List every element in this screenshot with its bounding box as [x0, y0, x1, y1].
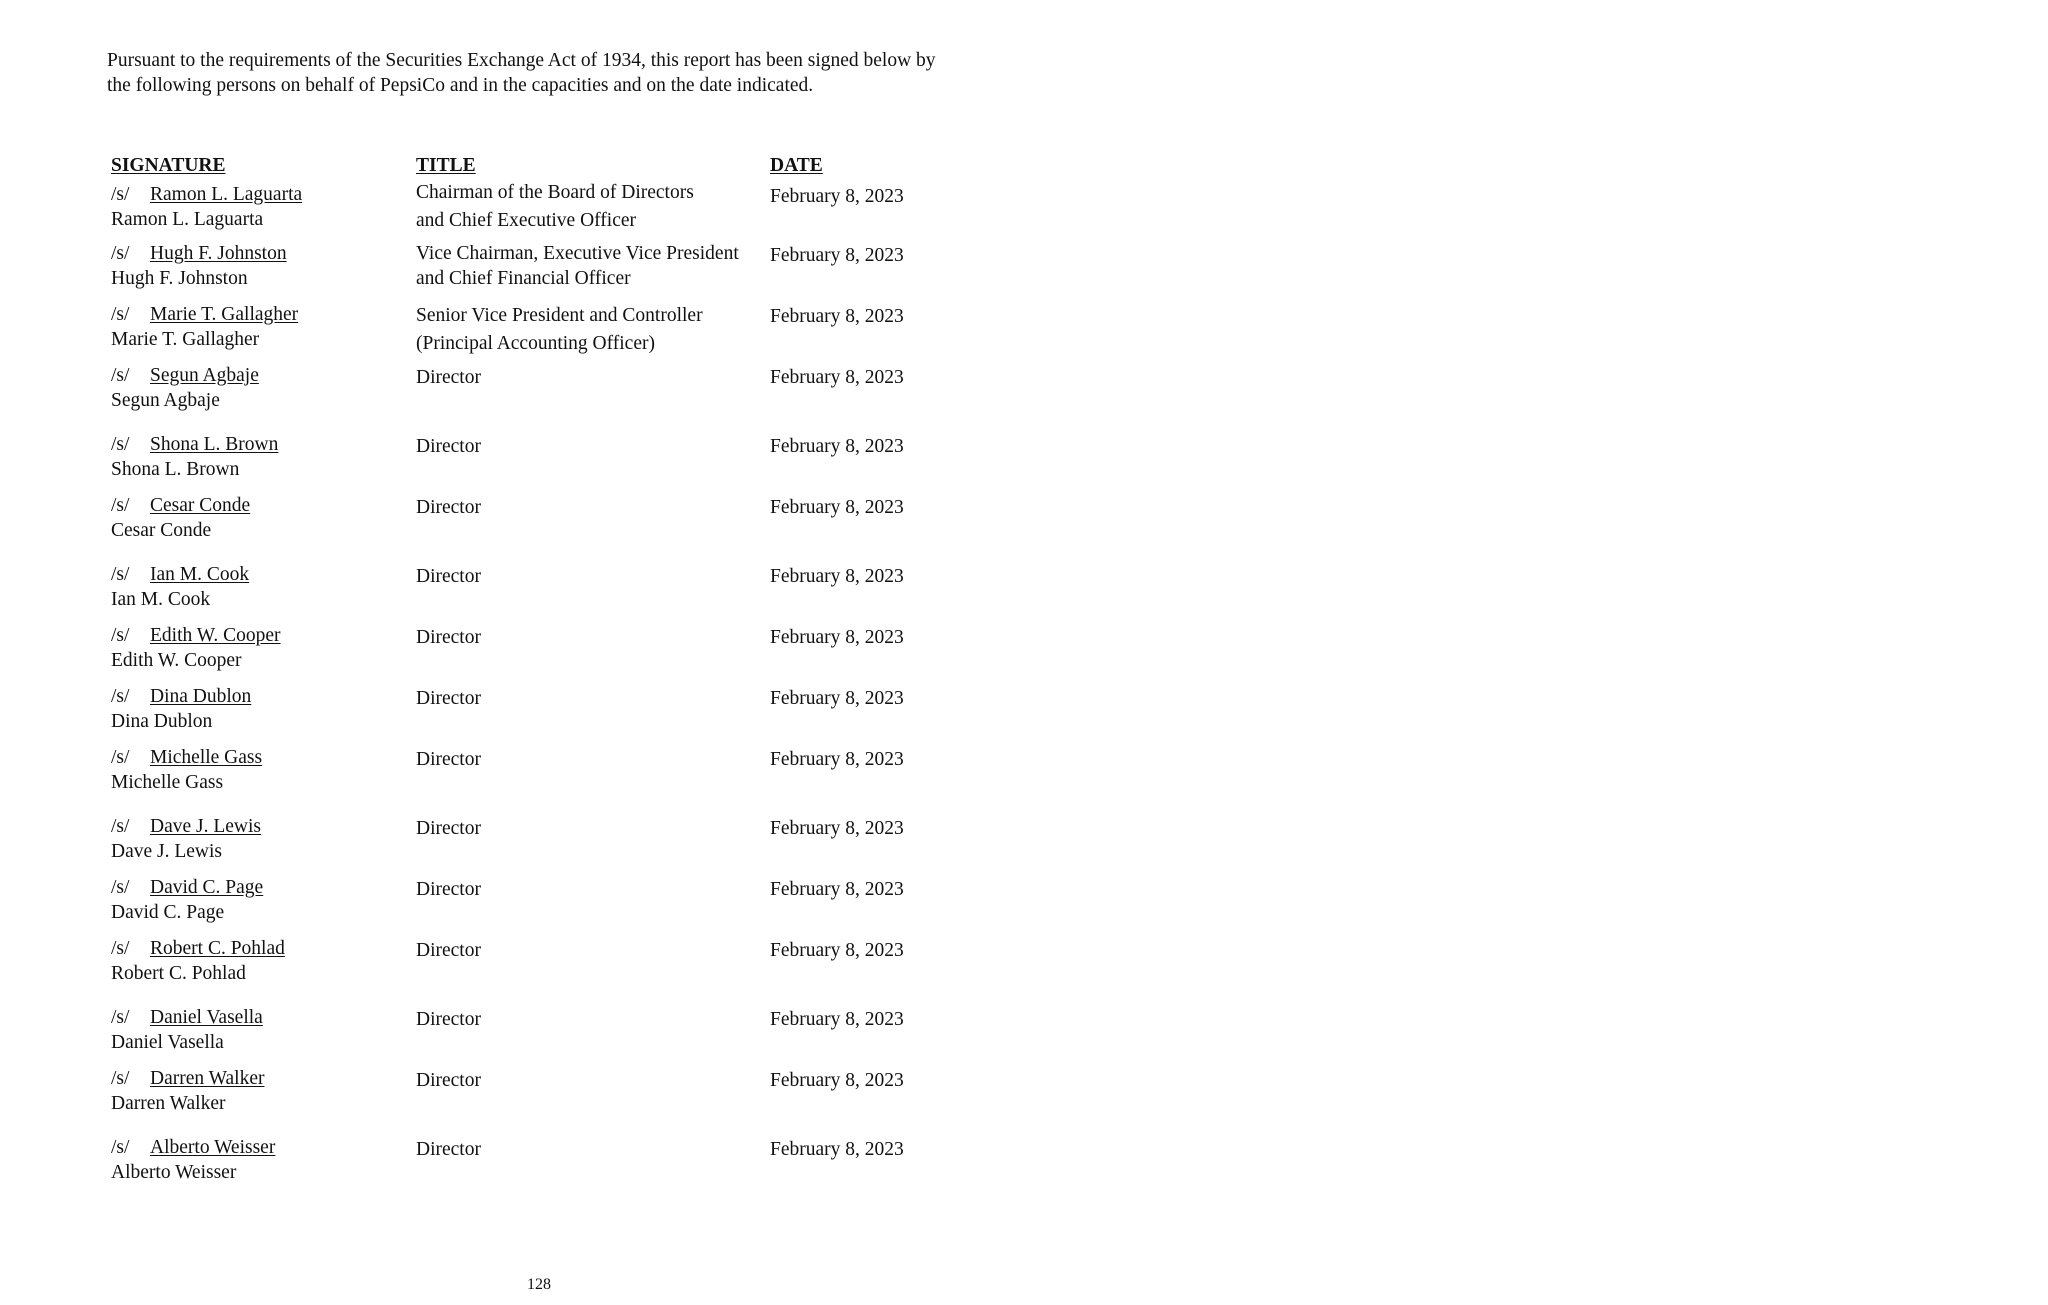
date-column-header: DATE — [770, 155, 823, 176]
title-line-1: Director — [416, 1139, 481, 1160]
signed-name: Cesar Conde — [150, 495, 251, 516]
signature-prefix: /s/ — [111, 877, 130, 898]
date-cell: February 8, 2023 — [770, 367, 904, 388]
title-line-1: Director — [416, 367, 481, 388]
signature-cell — [111, 745, 262, 795]
table-row — [0, 1135, 1000, 1191]
title-line-1: Chairman of the Board of Directors — [416, 182, 694, 203]
title-line-1: Director — [416, 436, 481, 457]
signature-prefix: /s/ — [111, 304, 130, 325]
signature-cell — [111, 363, 259, 413]
table-row — [0, 684, 1000, 740]
signature-prefix: /s/ — [111, 434, 130, 455]
signature-cell — [111, 432, 278, 482]
signature-prefix: /s/ — [111, 747, 130, 768]
intro-line-1: Pursuant to the requirements of the Securities Exchange Act of 1934, this report has been signed below by — [107, 50, 936, 71]
table-row — [0, 1005, 1000, 1061]
title-line-1: Director — [416, 879, 481, 900]
intro-line-2: the following persons on behalf of PepsiCo and in the capacities and on the date indicated. — [107, 75, 814, 96]
table-row — [0, 182, 1000, 238]
title-line-1: Director — [416, 818, 481, 839]
signed-name: Daniel Vasella — [150, 1007, 263, 1028]
printed-name: Shona L. Brown — [111, 459, 240, 480]
signature-line — [111, 493, 250, 518]
printed-name: Dave J. Lewis — [111, 841, 223, 862]
printed-name: Cesar Conde — [111, 520, 212, 541]
title-line-1: Director — [416, 1070, 481, 1091]
date-cell: February 8, 2023 — [770, 688, 904, 709]
title-line-1: Director — [416, 1009, 481, 1030]
signature-prefix: /s/ — [111, 938, 130, 959]
signature-line — [111, 302, 298, 327]
signature-column-header: SIGNATURE — [111, 155, 226, 176]
title-cell — [416, 179, 694, 235]
signature-line — [111, 814, 261, 839]
signed-name: Hugh F. Johnston — [150, 243, 287, 264]
signature-cell — [111, 684, 251, 734]
title-cell — [416, 241, 739, 291]
table-row — [0, 623, 1000, 679]
title-cell — [416, 625, 481, 650]
date-cell: February 8, 2023 — [770, 818, 904, 839]
date-cell: February 8, 2023 — [770, 1009, 904, 1030]
printed-name: Alberto Weisser — [111, 1162, 237, 1183]
title-cell — [416, 816, 481, 841]
signed-name: Marie T. Gallagher — [150, 304, 299, 325]
signature-cell — [111, 562, 249, 612]
title-cell — [416, 686, 481, 711]
signature-cell — [111, 623, 281, 673]
signature-line — [111, 623, 281, 648]
signature-line — [111, 182, 302, 207]
signature-cell — [111, 493, 250, 543]
signed-name: Alberto Weisser — [150, 1137, 276, 1158]
date-cell: February 8, 2023 — [770, 940, 904, 961]
signature-prefix: /s/ — [111, 1007, 130, 1028]
signed-name: Segun Agbaje — [150, 365, 259, 386]
date-cell: February 8, 2023 — [770, 436, 904, 457]
title-cell — [416, 747, 481, 772]
signature-cell — [111, 1135, 275, 1185]
signed-name: Robert C. Pohlad — [150, 938, 285, 959]
printed-name: Hugh F. Johnston — [111, 268, 248, 289]
title-line-2: (Principal Accounting Officer) — [416, 333, 655, 354]
printed-name: Michelle Gass — [111, 772, 224, 793]
printed-name: David C. Page — [111, 902, 225, 923]
title-line-2: and Chief Executive Officer — [416, 210, 637, 231]
table-row — [0, 493, 1000, 549]
signed-name: Ramon L. Laguarta — [150, 184, 303, 205]
signature-prefix: /s/ — [111, 816, 130, 837]
signature-line — [111, 562, 249, 587]
date-cell: February 8, 2023 — [770, 245, 904, 266]
signature-line — [111, 241, 287, 266]
signature-cell — [111, 814, 261, 864]
signature-cell — [111, 302, 298, 352]
printed-name: Marie T. Gallagher — [111, 329, 260, 350]
signature-prefix: /s/ — [111, 495, 130, 516]
printed-name: Daniel Vasella — [111, 1032, 224, 1053]
signed-name: Ian M. Cook — [150, 564, 250, 585]
date-cell: February 8, 2023 — [770, 749, 904, 770]
signature-cell — [111, 875, 263, 925]
signature-line — [111, 936, 285, 961]
signature-cell — [111, 936, 285, 986]
date-cell: February 8, 2023 — [770, 879, 904, 900]
title-cell — [416, 1068, 481, 1093]
signature-prefix: /s/ — [111, 1137, 130, 1158]
title-cell — [416, 1007, 481, 1032]
signature-line — [111, 1135, 275, 1160]
title-line-1: Director — [416, 749, 481, 770]
page-number: 128 — [527, 1276, 551, 1293]
table-row — [0, 363, 1000, 419]
table-row — [0, 432, 1000, 488]
title-line-1: Director — [416, 688, 481, 709]
table-row — [0, 302, 1000, 358]
title-line-1: Senior Vice President and Controller — [416, 305, 703, 326]
signature-line — [111, 1005, 263, 1030]
date-cell: February 8, 2023 — [770, 1139, 904, 1160]
signature-line — [111, 745, 262, 770]
signature-prefix: /s/ — [111, 1068, 130, 1089]
title-line-2: and Chief Financial Officer — [416, 268, 631, 289]
title-cell — [416, 495, 481, 520]
signed-name: David C. Page — [150, 877, 264, 898]
table-row — [0, 875, 1000, 931]
title-line-1: Vice Chairman, Executive Vice President — [416, 243, 739, 264]
signed-name: Michelle Gass — [150, 747, 263, 768]
title-cell — [416, 877, 481, 902]
signature-line — [111, 432, 278, 457]
signature-cell — [111, 1005, 263, 1055]
printed-name: Segun Agbaje — [111, 390, 220, 411]
signature-cell — [111, 1066, 264, 1116]
signature-line — [111, 1066, 264, 1091]
table-row — [0, 241, 1000, 297]
signed-name: Shona L. Brown — [150, 434, 279, 455]
printed-name: Robert C. Pohlad — [111, 963, 246, 984]
signature-cell — [111, 241, 287, 291]
date-cell: February 8, 2023 — [770, 186, 904, 207]
date-cell: February 8, 2023 — [770, 566, 904, 587]
date-cell: February 8, 2023 — [770, 497, 904, 518]
title-column-header: TITLE — [416, 155, 476, 176]
printed-name: Darren Walker — [111, 1093, 226, 1114]
signed-name: Edith W. Cooper — [150, 625, 281, 646]
table-row — [0, 745, 1000, 801]
date-cell: February 8, 2023 — [770, 306, 904, 327]
title-cell — [416, 365, 481, 390]
signed-name: Dina Dublon — [150, 686, 252, 707]
table-row — [0, 562, 1000, 618]
signature-prefix: /s/ — [111, 184, 130, 205]
signed-name: Darren Walker — [150, 1068, 265, 1089]
printed-name: Dina Dublon — [111, 711, 213, 732]
signature-line — [111, 684, 251, 709]
signature-cell — [111, 182, 302, 232]
signature-prefix: /s/ — [111, 243, 130, 264]
printed-name: Edith W. Cooper — [111, 650, 242, 671]
signature-line — [111, 363, 259, 388]
table-row — [0, 936, 1000, 992]
title-cell — [416, 434, 481, 459]
table-row — [0, 814, 1000, 870]
intro-paragraph — [107, 48, 1007, 98]
title-line-1: Director — [416, 627, 481, 648]
date-cell: February 8, 2023 — [770, 627, 904, 648]
title-line-1: Director — [416, 497, 481, 518]
title-cell — [416, 938, 481, 963]
date-cell: February 8, 2023 — [770, 1070, 904, 1091]
title-cell — [416, 1137, 481, 1162]
signature-prefix: /s/ — [111, 365, 130, 386]
signed-name: Dave J. Lewis — [150, 816, 262, 837]
signature-prefix: /s/ — [111, 564, 130, 585]
signature-line — [111, 875, 263, 900]
printed-name: Ian M. Cook — [111, 589, 211, 610]
printed-name: Ramon L. Laguarta — [111, 209, 264, 230]
title-cell — [416, 564, 481, 589]
title-cell — [416, 302, 703, 358]
title-line-1: Director — [416, 566, 481, 587]
table-row — [0, 1066, 1000, 1122]
signature-prefix: /s/ — [111, 625, 130, 646]
signature-prefix: /s/ — [111, 686, 130, 707]
title-line-1: Director — [416, 940, 481, 961]
